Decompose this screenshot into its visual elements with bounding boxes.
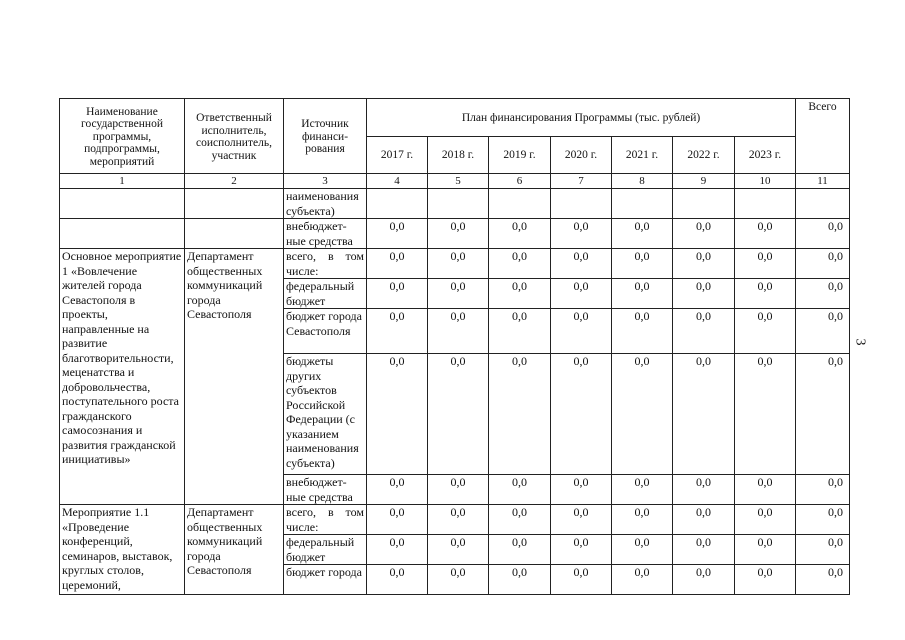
- column-number: 3: [284, 174, 367, 189]
- value-cell: 0,0: [367, 309, 428, 354]
- value-cell: 0,0: [367, 475, 428, 505]
- header-total: Всего: [796, 99, 850, 174]
- value-cell: 0,0: [551, 565, 612, 595]
- header-year: 2017 г.: [367, 137, 428, 174]
- value-cell: 0,0: [735, 354, 796, 475]
- total-cell: 0,0: [796, 535, 850, 565]
- value-cell: 0,0: [673, 535, 735, 565]
- table-row: [60, 219, 850, 249]
- value-cell: 0,0: [551, 219, 612, 249]
- value-cell: 0,0: [551, 475, 612, 505]
- column-number: 4: [367, 174, 428, 189]
- value-cell: 0,0: [673, 505, 735, 535]
- value-cell: 0,0: [551, 505, 612, 535]
- column-number: 10: [735, 174, 796, 189]
- value-cell: 0,0: [735, 219, 796, 249]
- column-number: 5: [428, 174, 489, 189]
- financing-table: [59, 98, 850, 595]
- value-cell: 0,0: [367, 279, 428, 309]
- responsible-cell: [185, 189, 284, 219]
- value-cell: 0,0: [367, 535, 428, 565]
- total-cell: 0,0: [796, 475, 850, 505]
- value-cell: 0,0: [367, 249, 428, 279]
- header-year: 2018 г.: [428, 137, 489, 174]
- value-cell: 0,0: [428, 279, 489, 309]
- value-cell: 0,0: [489, 535, 551, 565]
- value-cell: 0,0: [735, 279, 796, 309]
- value-cell: 0,0: [489, 475, 551, 505]
- column-number: 9: [673, 174, 735, 189]
- value-cell: 0,0: [428, 505, 489, 535]
- value-cell: 0,0: [735, 505, 796, 535]
- program-cell: Мероприятие 1.1 «Проведение конференций, семинаров, выставок, круглых столов, церемоний,: [60, 505, 185, 595]
- value-cell: 0,0: [612, 219, 673, 249]
- value-cell: 0,0: [612, 505, 673, 535]
- value-cell: 0,0: [612, 354, 673, 475]
- responsible-cell: Департамент общественных коммуникаций города Севастополя: [185, 505, 284, 595]
- total-cell: 0,0: [796, 505, 850, 535]
- value-cell: 0,0: [612, 309, 673, 354]
- value-cell: 0,0: [428, 309, 489, 354]
- source-cell: федеральный бюджет: [284, 535, 367, 565]
- source-cell: внебюджет-ные средства: [284, 219, 367, 249]
- value-cell: 0,0: [612, 535, 673, 565]
- responsible-cell: Департамент общественных коммуникаций города Севастополя: [185, 249, 284, 505]
- source-cell: внебюджет-ные средства: [284, 475, 367, 505]
- value-cell: 0,0: [673, 565, 735, 595]
- source-cell: бюджет города Севастополя: [284, 309, 367, 354]
- value-cell: 0,0: [551, 279, 612, 309]
- value-cell: 0,0: [612, 565, 673, 595]
- table-row: [60, 249, 850, 279]
- value-cell: 0,0: [551, 535, 612, 565]
- value-cell: 0,0: [367, 354, 428, 475]
- header-year: 2019 г.: [489, 137, 551, 174]
- value-cell: 0,0: [551, 309, 612, 354]
- value-cell: 0,0: [428, 219, 489, 249]
- value-cell: 0,0: [489, 354, 551, 475]
- column-number: 1: [60, 174, 185, 189]
- total-cell: 0,0: [796, 249, 850, 279]
- total-cell: 0,0: [796, 309, 850, 354]
- header-year: 2020 г.: [551, 137, 612, 174]
- header-responsible: Ответственный исполнитель, соисполнитель, участник: [185, 99, 284, 174]
- responsible-cell: [185, 219, 284, 249]
- header-source: Источник финанси-рования: [284, 99, 367, 174]
- total-cell: 0,0: [796, 565, 850, 595]
- column-number: 7: [551, 174, 612, 189]
- source-cell: всего, в том числе:: [284, 505, 367, 535]
- header-year: 2023 г.: [735, 137, 796, 174]
- source-cell: бюджет города: [284, 565, 367, 595]
- value-cell: 0,0: [673, 279, 735, 309]
- column-number: 6: [489, 174, 551, 189]
- value-cell: 0,0: [551, 249, 612, 279]
- value-cell: 0,0: [673, 219, 735, 249]
- value-cell: 0,0: [612, 249, 673, 279]
- program-cell: Основное мероприятие 1 «Вовлечение жителей города Севастополя в проекты, направленные на развитие благотворительности, меценатства и добровольчества, поступательного роста гражданского самосознания и развития гражданской инициативы»: [60, 249, 185, 505]
- header-year: 2021 г.: [612, 137, 673, 174]
- value-cell: 0,0: [428, 475, 489, 505]
- source-cell: наименования субъекта): [284, 189, 367, 219]
- value-cell: 0,0: [428, 354, 489, 475]
- program-cell: [60, 189, 185, 219]
- source-cell: всего, в том числе:: [284, 249, 367, 279]
- column-number: 11: [796, 174, 850, 189]
- page-number: 3: [852, 338, 868, 346]
- value-cell: 0,0: [428, 565, 489, 595]
- value-cell: 0,0: [428, 249, 489, 279]
- total-cell: 0,0: [796, 354, 850, 475]
- value-cell: 0,0: [489, 309, 551, 354]
- value-cell: 0,0: [673, 475, 735, 505]
- value-cell: 0,0: [735, 475, 796, 505]
- value-cell: 0,0: [735, 535, 796, 565]
- value-cell: 0,0: [428, 535, 489, 565]
- value-cell: 0,0: [735, 249, 796, 279]
- value-cell: 0,0: [367, 565, 428, 595]
- column-number: 8: [612, 174, 673, 189]
- table-row: [60, 505, 850, 535]
- total-cell: 0,0: [796, 219, 850, 249]
- value-cell: 0,0: [612, 279, 673, 309]
- value-cell: 0,0: [489, 279, 551, 309]
- total-cell: 0,0: [796, 279, 850, 309]
- value-cell: 0,0: [489, 249, 551, 279]
- value-cell: 0,0: [489, 219, 551, 249]
- value-cell: 0,0: [673, 309, 735, 354]
- column-number: 2: [185, 174, 284, 189]
- value-cell: 0,0: [735, 309, 796, 354]
- header-plan: План финансирования Программы (тыс. рублей): [367, 99, 796, 137]
- value-cell: 0,0: [551, 354, 612, 475]
- header-year: 2022 г.: [673, 137, 735, 174]
- value-cell: 0,0: [735, 565, 796, 595]
- value-cell: 0,0: [367, 505, 428, 535]
- value-cell: 0,0: [673, 249, 735, 279]
- value-cell: 0,0: [489, 565, 551, 595]
- value-cell: 0,0: [489, 505, 551, 535]
- table-row: [60, 189, 850, 219]
- source-cell: федеральный бюджет: [284, 279, 367, 309]
- source-cell: бюджеты других субъектов Российской Федерации (с указанием наименования субъекта): [284, 354, 367, 475]
- value-cell: 0,0: [367, 219, 428, 249]
- header-program: Наименование государственной программы, подпрограммы, мероприятий: [60, 99, 185, 174]
- program-cell: [60, 219, 185, 249]
- value-cell: 0,0: [673, 354, 735, 475]
- value-cell: 0,0: [612, 475, 673, 505]
